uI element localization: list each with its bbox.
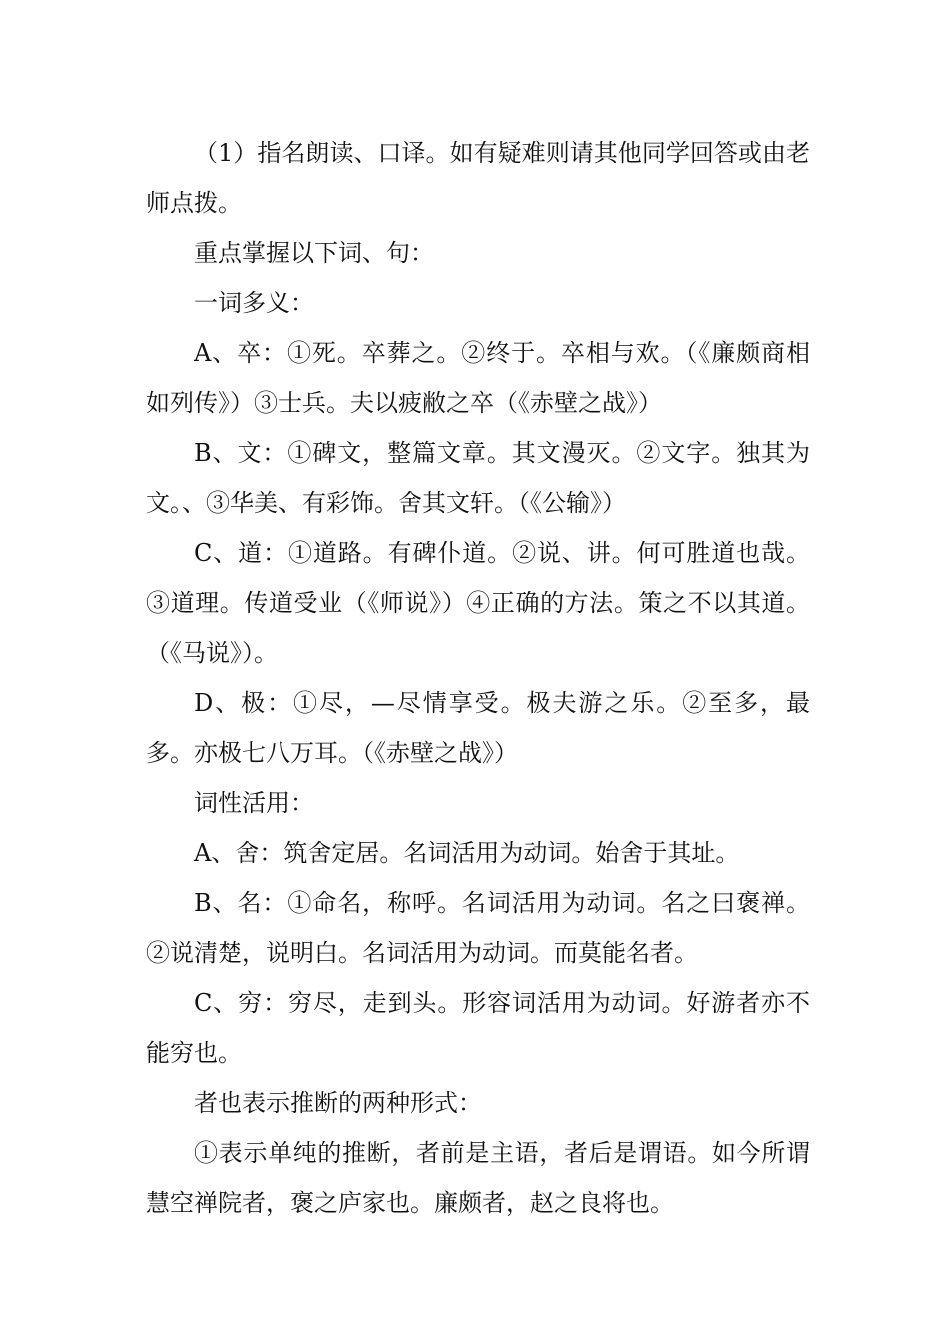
section-heading-polysemy: 一词多义： — [194, 289, 314, 317]
paragraph-intro: （1）指名朗读、口译。如有疑难则请其他同学回答或由老师点拨。 — [146, 139, 810, 217]
paragraph-inference: ①表示单纯的推断，者前是主语，者后是谓语。如今所谓慧空禅院者，褒之庐家也。廉颇者，赵之良将也。 — [146, 1139, 810, 1217]
paragraph-key-points: 重点掌握以下词、句： — [194, 239, 434, 267]
paragraph-zu: A、卒：①死。卒葬之。②终于。卒相与欢。（《廉颇商相如列传》）③士兵。夫以疲敝之卒（《赤壁之战》） — [146, 339, 810, 417]
paragraph-ji: D、极：①尽，—尽情享受。极夫游之乐。②至多，最多。亦极七八万耳。（《赤壁之战》） — [146, 689, 810, 767]
document-body — [146, 128, 810, 1228]
paragraph-dao: C、道：①道路。有碑仆道。②说、讲。何可胜道也哉。③道理。传道受业（《师说》）④正确的方法。策之不以其道。（《马说》）。 — [146, 539, 810, 667]
paragraph-qiong: C、穷：穷尽，走到头。形容词活用为动词。好游者亦不能穷也。 — [146, 989, 810, 1067]
section-heading-zheye: 者也表示推断的两种形式： — [194, 1089, 482, 1117]
paragraph-wen: B、文：①碑文，整篇文章。其文漫灭。②文字。独其为文。、③华美、有彩饰。舍其文轩。（《公输》） — [146, 439, 810, 517]
paragraph-she: A、舍：筑舍定居。名词活用为动词。始舍于其址。 — [194, 839, 740, 867]
section-heading-word-class: 词性活用： — [194, 789, 314, 817]
paragraph-ming: B、名：①命名，称呼。名词活用为动词。名之曰褒禅。②说清楚，说明白。名词活用为动词。而莫能名者。 — [146, 889, 810, 967]
